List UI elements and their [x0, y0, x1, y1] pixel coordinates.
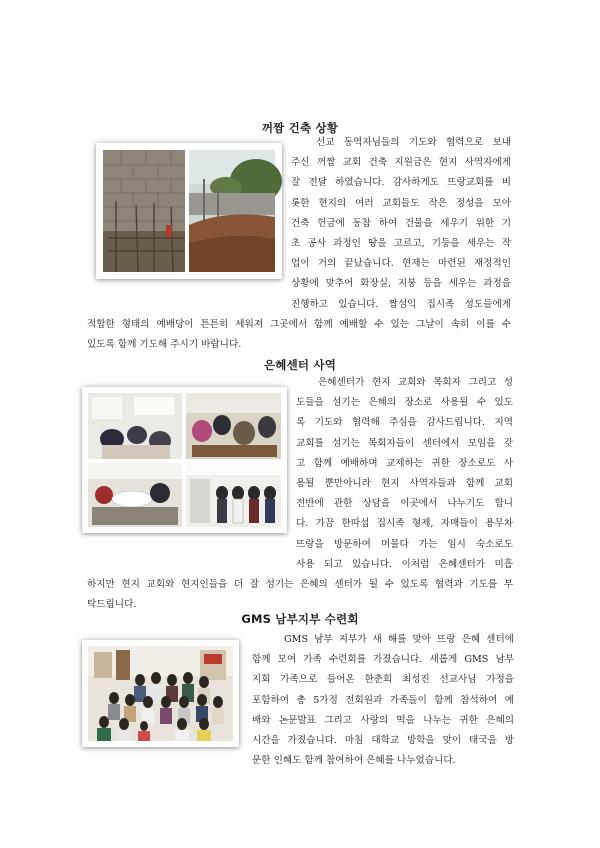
text-line: 용될 뿐만아니라 현지 사역자들과 함께 교회: [296, 477, 513, 489]
text-line: 시간을 가졌습니다. 마침 대학교 방학을 맞이 태국을 방: [252, 734, 514, 746]
text-line: 도들을 섬기는 은혜의 장소로 사용될 수 있도: [296, 397, 513, 409]
text-line: 주신 꺼짬 교회 건축 지원금은 현지 사역자에게: [291, 157, 511, 169]
text-line: 사용 되고 있습니다. 이처럼 은혜센터가 미흡: [296, 558, 513, 570]
text-line: 상황에 맞추어 화장실, 지붕 등을 세우는 과정을: [291, 278, 511, 290]
text-line: 진행하고 있습니다. 짬섬익 집시족 성도들에게: [291, 298, 511, 310]
text-line: 업이 거의 끝났습니다. 현재는 마련된 재정적인: [291, 258, 511, 270]
text-line: 롯한 현지의 여러 교회들도 작은 정성을 모아: [291, 197, 511, 209]
text-line: 다. 가끔 한따섭 집시족 형제, 자매들이 용무차: [296, 518, 513, 530]
section-title-grace-center: 은혜센터 사역: [263, 358, 337, 372]
text-line: 하지만 현지 교회와 현지인들을 더 잘 섬기는 은혜의 센터가 될 수 있도록 협력과 기도를 부: [87, 579, 513, 590]
text-line: 건축 헌금에 동참 하여 건물을 세우기 위한 기: [291, 217, 511, 229]
text-line: 고 함께 예배하며 교제하는 귀한 장소로도 사: [296, 457, 513, 469]
section-title-construction: 꺼짬 건축 상황: [261, 121, 339, 135]
text-line: 문한 인혜도 함께 참여하여 은혜를 나누었습니다.: [252, 755, 456, 767]
text-line: 있도록 함께 기도해 주시기 바랍니다.: [87, 339, 242, 351]
section-title-gms-retreat: GMS 남부지부 수련회: [241, 612, 359, 626]
gms-retreat-photo: [82, 640, 239, 747]
text-line: 함께 모여 가족 수련회를 가졌습니다. 새롭게 GMS 남부: [252, 654, 514, 666]
text-line: 선교 동역자님들의 기도와 협력으로 보내: [316, 137, 511, 148]
section-text-construction: [291, 133, 511, 315]
text-line: 전반에 관한 상담을 이곳에서 나누기도 합니: [296, 498, 513, 510]
text-line: 교회를 섬기는 목회자들이 센터에서 모임을 갖: [296, 437, 513, 449]
text-line: 록 기도와 협력해 주심을 감사드립니다. 지역: [296, 417, 513, 429]
text-line: 포함하여 총 5가정 전회원과 가족들이 함께 참석하여 예: [252, 694, 514, 706]
text-line: 은혜센터가 현지 교회와 목회자 그리고 성: [318, 377, 513, 388]
section-text-gms-retreat: [252, 630, 514, 771]
grace-center-photo: [82, 387, 287, 533]
section-text-construction-cont: [87, 315, 511, 355]
construction-photo-image: [96, 143, 282, 279]
text-line: 탁드립니다.: [87, 599, 137, 611]
text-line: 지회 가족으로 들어온 한춘희 최성진 선교사님 가정을: [252, 674, 514, 686]
text-line: GMS 남부 지부가 새 해를 맞아 뜨랑 은혜 센터에: [284, 634, 514, 645]
construction-photo: [96, 143, 282, 279]
grace-center-photo-image: [82, 387, 287, 533]
section-text-grace-center: [296, 373, 513, 575]
gms-retreat-photo-image: [82, 640, 239, 747]
text-line: 배와 논문발표 그리고 사랑의 떡을 나누는 귀한 은혜의: [252, 714, 514, 726]
text-line: 뜨랑을 방문하여 머물다 가는 임시 숙소로도: [296, 538, 513, 550]
text-line: 잘 전달 하였습니다. 감사하게도 뜨랑교회를 비: [291, 177, 511, 189]
section-text-grace-center-cont: [87, 575, 513, 615]
text-line: 적합한 형태의 예배당이 튼튼히 세워져 그곳에서 함께 예배할 수 있는 그날이 속히 이를 수: [87, 319, 511, 330]
text-line: 초 공사 과정인 땅을 고르고, 기둥을 세우는 작: [291, 237, 511, 249]
